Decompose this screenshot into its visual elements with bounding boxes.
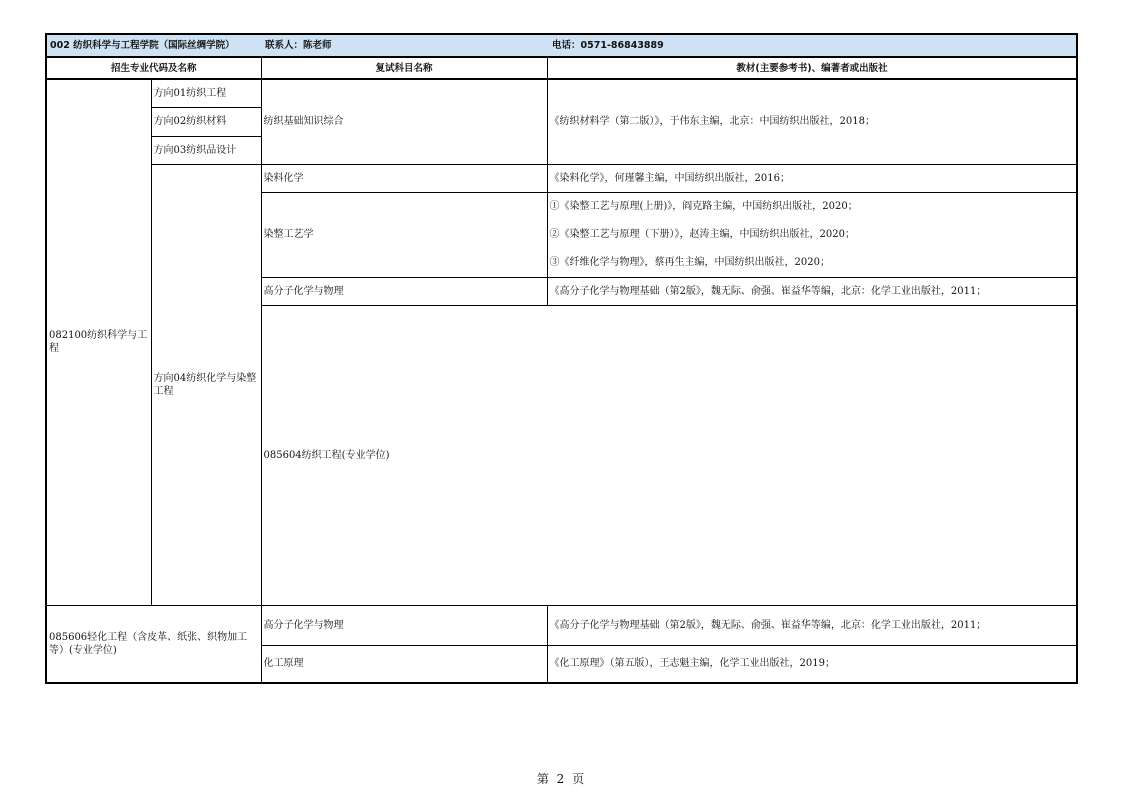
textbook-cell: 《纺织材料学（第二版）》，于伟东主编，北京：中国纺织出版社，2018； [547,79,1077,164]
textbook-cell: 《化工原理》（第五版），王志魁主编，化学工业出版社，2019； [547,645,1077,683]
page-number: 第 2 页 [536,772,587,786]
textbook-line: ③《纤维化学与物理》，蔡再生主编，中国纺织出版社，2020； [549,256,830,268]
table-row [46,164,1077,192]
table-row [46,605,1077,645]
subject-cell: 纺织基础知识综合 [261,79,547,164]
table-row [46,79,1077,107]
subject-cell: 染整工艺学 [261,192,547,277]
direction-cell: 方向01纺织工程 [151,79,261,107]
textbook-cell: 《染料化学》，何瑾馨主编，中国纺织出版社，2016； [547,164,1077,192]
column-header-major: 招生专业代码及名称 [46,57,261,79]
textbook-cell: 《高分子化学与物理基础（第2版》，魏无际、俞强、崔益华等编，北京：化学工业出版社，2011； [547,277,1077,305]
direction-cell: 方向04纺织化学与染整工程 [151,164,261,605]
contact-phone: 电话：0571-86843889 [552,40,664,51]
subject-cell: 高分子化学与物理 [261,605,547,645]
admissions-table [45,33,1078,684]
contact-person: 联系人：陈老师 [265,40,332,51]
textbook-line: ①《染整工艺与原理(上册)》，阎克路主编，中国纺织出版社，2020； [549,200,858,212]
direction-cell: 方向02纺织材料 [151,107,261,136]
column-header-subject: 复试科目名称 [261,57,547,79]
college-header-row [46,34,1077,57]
column-header-row [46,57,1077,79]
major-cell: 085604纺织工程(专业学位) [261,305,1077,605]
column-header-textbook: 教材(主要参考书)、编著者或出版社 [547,57,1077,79]
major-cell: 085606轻化工程（含皮革、纸张、织物加工等）(专业学位) [46,605,261,683]
direction-cell: 方向03纺织品设计 [151,136,261,164]
college-name: 002 纺织科学与工程学院（国际丝绸学院） [50,40,235,51]
subject-cell: 高分子化学与物理 [261,277,547,305]
textbook-cell [547,192,1077,277]
subject-cell: 化工原理 [261,645,547,683]
textbook-line: ②《染整工艺与原理（下册）》，赵涛主编，中国纺织出版社，2020； [549,228,855,240]
major-cell: 082100纺织科学与工程 [46,79,151,605]
textbook-cell: 《高分子化学与物理基础（第2版》，魏无际、俞强、崔益华等编，北京：化学工业出版社，2011； [547,605,1077,645]
subject-cell: 染料化学 [261,164,547,192]
